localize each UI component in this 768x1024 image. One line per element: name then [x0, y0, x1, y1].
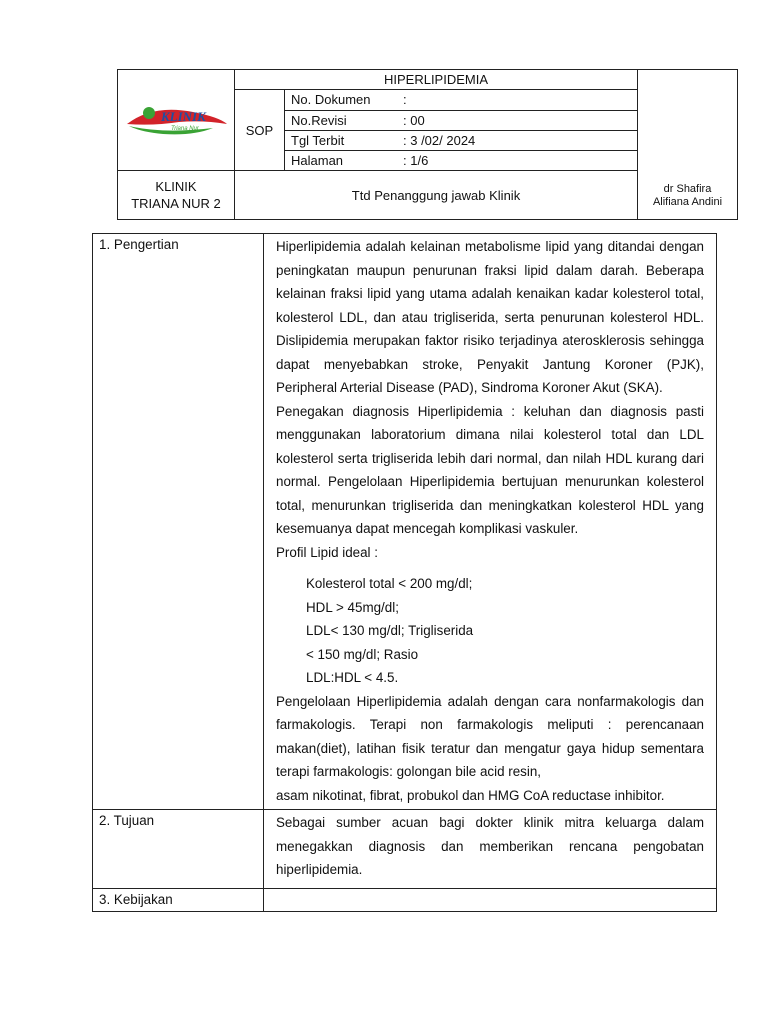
- section-label-pengertian: 1. Pengertian: [93, 234, 264, 810]
- clinic-logo-cell: [118, 70, 235, 171]
- clinic-name-line2: TRIANA NUR 2: [131, 196, 221, 212]
- clinic-name-line1: KLINIK: [155, 179, 197, 195]
- section-label-kebijakan: 3. Kebijakan: [93, 888, 264, 911]
- sop-content-table: [92, 233, 717, 912]
- section-body-pengertian: [264, 234, 717, 810]
- doc-number-value: :: [403, 92, 407, 108]
- lipid-line: LDL:HDL < 4.5.: [306, 670, 399, 685]
- doc-number-label: No. Dokumen: [291, 92, 371, 108]
- lipid-line: LDL< 130 mg/dl; Trigliserida: [306, 623, 474, 638]
- lipid-line: HDL > 45mg/dl;: [306, 599, 399, 615]
- pengertian-paragraph-3-last: asam nikotinat, fibrat, probukol dan HMG CoA reductase inhibitor.: [276, 787, 665, 803]
- signer-line2: Alifiana Andini: [652, 195, 723, 208]
- lipid-line: Kolesterol total < 200 mg/dl;: [306, 576, 473, 591]
- document-type: SOP: [235, 90, 285, 171]
- revision-value: : 00: [403, 112, 425, 128]
- signer-line1: dr Shafira: [663, 182, 712, 195]
- pengertian-paragraph-3: Pengelolaan Hiperlipidemia adalah dengan cara nonfarmakologis dan farmakologis. Terapi non farmakologis meliputi : perencanaan makan(diet), latihan fisik teratur dan mengatur gaya hidup sementara terapi farmakologis: golongan bile acid resin,: [276, 693, 704, 779]
- section-pengertian: [93, 234, 717, 810]
- section-tujuan: [93, 810, 717, 889]
- issue-date-row: [285, 130, 638, 150]
- page-value: : 1/6: [403, 153, 429, 169]
- section-label-tujuan: 2. Tujuan: [93, 810, 264, 889]
- section-body-kebijakan: [264, 888, 717, 911]
- tujuan-text: Sebagai sumber acuan bagi dokter klinik mitra keluarga dalam menegakkan diagnosis dan memberikan rencana pengobatan hiperlipidemia.: [276, 815, 704, 877]
- pengertian-paragraph-2: Penegakan diagnosis Hiperlipidemia : keluhan dan diagnosis pasti menggunakan laboratorium dimana nilai kolesterol total dan LDL kolesterol serta trigliserida lebih dari normal, dan nilah HDL kurang dari normal. Pengelolaan Hiperlipidemia bertujuan menurunkan kolesterol total, menurunkan trigliserida dan meningkatkan kolesterol HDL yang kesemuanya dapat mencegah komplikasi vaskuler.: [276, 403, 704, 536]
- logo-subtext: Triana Nur: [171, 126, 199, 133]
- logo-text: KLINIK: [161, 109, 206, 125]
- issue-date-value: : 3 /02/ 2024: [403, 132, 476, 148]
- document-header: [117, 69, 738, 220]
- doc-number-row: [285, 90, 638, 110]
- revision-row: [285, 110, 638, 130]
- revision-label: No.Revisi: [291, 112, 347, 128]
- lipid-line: < 150 mg/dl; Rasio: [306, 646, 419, 662]
- clinic-logo-icon: [123, 100, 229, 140]
- signer-cell: [638, 70, 738, 220]
- page-label: Halaman: [291, 153, 344, 169]
- issue-date-label: Tgl Terbit: [291, 132, 345, 148]
- page-row: [285, 151, 638, 171]
- signature-label: Ttd Penanggung jawab Klinik: [235, 171, 638, 220]
- section-body-tujuan: [264, 810, 717, 889]
- clinic-name-cell: [118, 171, 235, 220]
- lipid-profile-label: Profil Lipid ideal :: [276, 544, 378, 560]
- section-kebijakan: [93, 888, 717, 911]
- lipid-profile-list: [306, 572, 704, 690]
- pengertian-paragraph-1: Hiperlipidemia adalah kelainan metabolisme lipid yang ditandai dengan peningkatan maupun penurunan fraksi lipid dalam darah. Beberapa kelainan fraksi lipid yang utama adalah kenaikan kadar kolesterol total, kolesterol LDL, dan atau trigliserida, serta penurunan kolesterol HDL. Dislipidemia merupakan faktor risiko terjadinya aterosklerosis sehingga dapat menyebabkan stroke, Penyakit Jantung Koroner (PJK), Peripheral Arterial Disease (PAD), Sindroma Koroner Akut (SKA).: [276, 239, 704, 395]
- document-title: HIPERLIPIDEMIA: [235, 70, 638, 90]
